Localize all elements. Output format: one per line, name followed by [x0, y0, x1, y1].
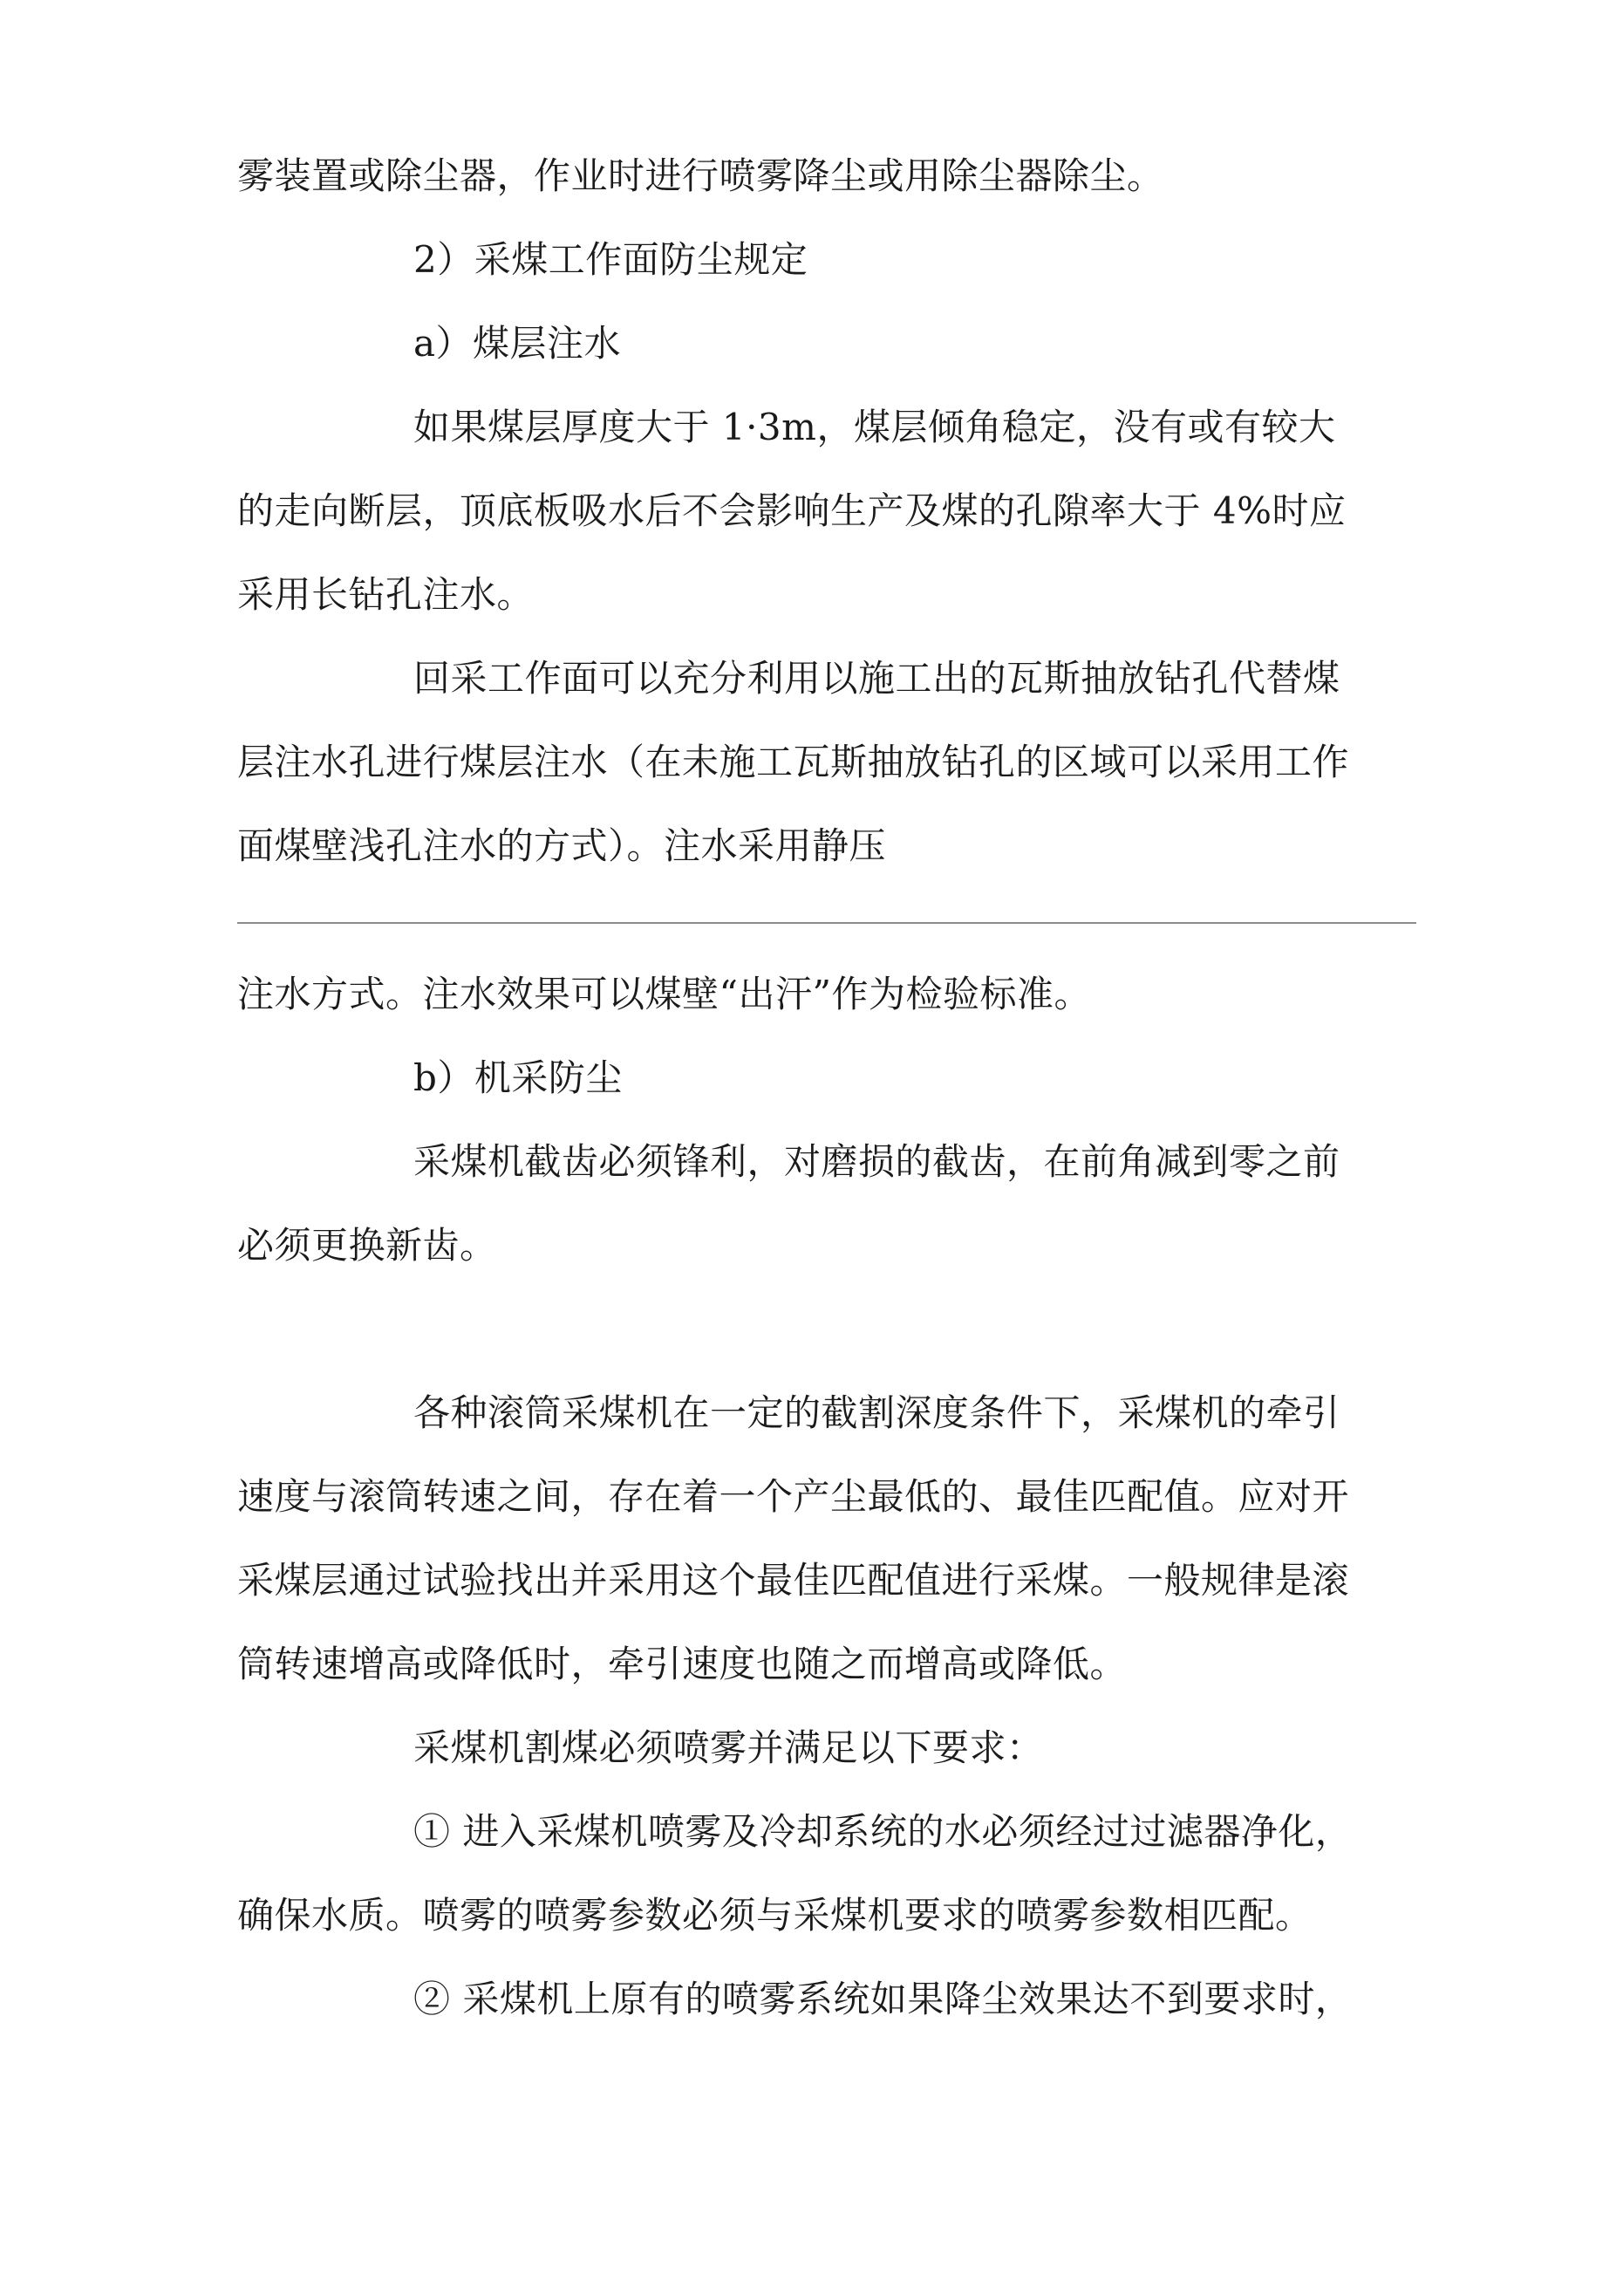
list-item-continuation: 确保水质。喷雾的喷雾参数必须与采煤机要求的喷雾参数相匹配。	[237, 1894, 1313, 1937]
paragraph-line: 采煤机截齿必须锋利，对磨损的截齿，在前角减到零之前	[413, 1140, 1340, 1183]
section-heading: 2）采煤工作面防尘规定	[413, 238, 808, 281]
list-item: ② 采煤机上原有的喷雾系统如果降尘效果达不到要求时，	[413, 1978, 1353, 2020]
subsection-heading: b）机采防尘	[413, 1056, 623, 1099]
paragraph-line: 各种滚筒采煤机在一定的截割深度条件下，采煤机的牵引	[413, 1391, 1340, 1434]
paragraph-line: 采煤层通过试验找出并采用这个最佳匹配值进行采煤。一般规律是滚	[237, 1559, 1350, 1602]
paragraph-line: 速度与滚筒转速之间，存在着一个产尘最低的、最佳匹配值。应对开	[237, 1475, 1350, 1518]
paragraph-line: 的走向断层，顶底板吸水后不会影响生产及煤的孔隙率大于 4%时应	[237, 489, 1347, 532]
page-break-divider	[237, 922, 1416, 924]
text-line: 注水方式。注水效果可以煤壁“出汗”作为检验标准。	[237, 973, 1091, 1015]
paragraph-line: 必须更换新齿。	[237, 1224, 497, 1267]
text-line: 雾装置或除尘器，作业时进行喷雾降尘或用除尘器除尘。	[237, 154, 1164, 197]
paragraph-line: 采煤机割煤必须喷雾并满足以下要求：	[413, 1726, 1044, 1769]
subsection-heading: a）煤层注水	[413, 322, 622, 365]
paragraph-line: 层注水孔进行煤层注水（在未施工瓦斯抽放钻孔的区域可以采用工作	[237, 741, 1350, 783]
paragraph-line: 回采工作面可以充分利用以施工出的瓦斯抽放钻孔代替煤	[413, 657, 1340, 700]
paragraph-line: 采用长钻孔注水。	[237, 573, 535, 616]
paragraph-line: 筒转速增高或降低时，牵引速度也随之而增高或降低。	[237, 1643, 1128, 1685]
list-item: ① 进入采煤机喷雾及冷却系统的水必须经过过滤器净化，	[413, 1810, 1353, 1853]
paragraph-line: 如果煤层厚度大于 1·3m，煤层倾角稳定，没有或有较大	[413, 406, 1336, 448]
paragraph-line: 面煤壁浅孔注水的方式）。注水采用静压	[237, 824, 887, 867]
